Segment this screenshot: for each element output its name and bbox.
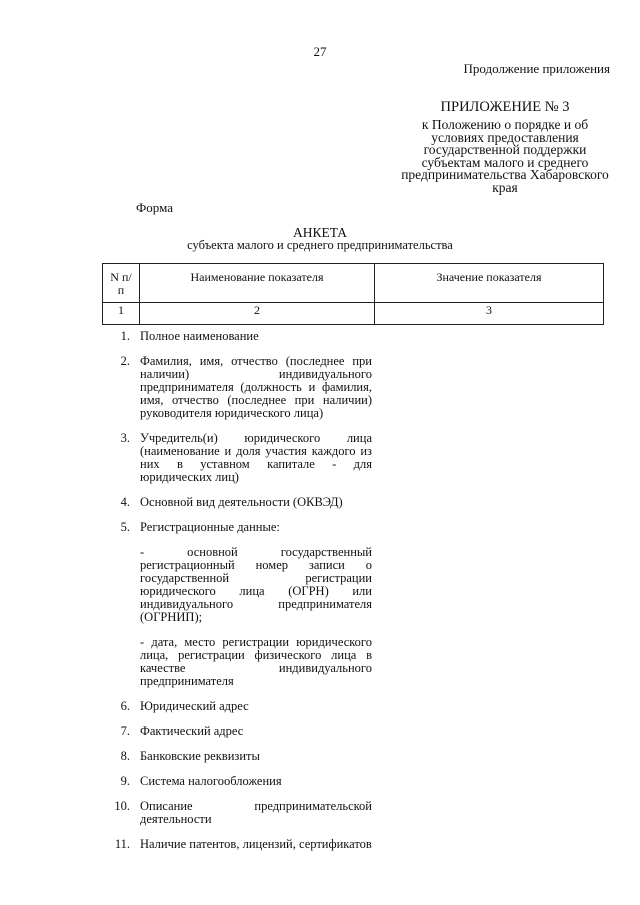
- appendix-title: ПРИЛОЖЕНИЕ № 3: [440, 99, 570, 115]
- item-text: Описание предпринимательской деятельности: [140, 799, 372, 826]
- item-text: Учредитель(и) юридического лица (наименование и доля участия каждого из них в уставном капитале - для юридических лиц): [140, 431, 372, 484]
- header-value-text: Значение показателя: [436, 270, 542, 284]
- item-number: 9.: [120, 774, 130, 788]
- item-text: Наличие патентов, лицензий, сертификатов: [140, 837, 372, 851]
- list-item: [108, 355, 378, 420]
- sub-item-text: - основной государственный регистрационный номер записи о государственной регистрации юридического лица (ОГРН) или индивидуального предпринимателя (ОГРНИП);: [140, 545, 372, 624]
- item-text: Система налогообложения: [140, 774, 282, 788]
- list-item: [108, 750, 378, 763]
- list-item: [108, 800, 378, 826]
- list-item: [108, 330, 378, 343]
- item-number: 5.: [120, 520, 130, 534]
- item-number: 7.: [120, 724, 130, 738]
- number-cell-1: 1: [103, 303, 140, 325]
- item-text: Основной вид деятельности (ОКВЭД): [140, 495, 343, 509]
- header-number-text: N п/п: [110, 270, 132, 297]
- item-number: 2.: [120, 354, 130, 368]
- list-item: [108, 700, 378, 713]
- header-cell-value: [375, 264, 604, 303]
- item-number: 10.: [114, 799, 130, 813]
- item-text: Регистрационные данные:: [140, 520, 280, 534]
- header-indicator-text: Наименование показателя: [190, 270, 324, 284]
- item-number: 3.: [120, 431, 130, 445]
- number-cell-3: 3: [375, 303, 604, 325]
- item-text: Фактический адрес: [140, 724, 244, 738]
- header-table: [102, 263, 604, 325]
- list-item: [108, 775, 378, 788]
- appendix-subtitle: к Положению о порядке и об условиях предоставления государственной поддержки субъектам малого и среднего предпринимательства Хабаровского края: [401, 117, 609, 195]
- header-cell-number: [103, 264, 140, 303]
- item-number: 1.: [120, 329, 130, 343]
- document-subtitle: субъекта малого и среднего предпринимательства: [187, 238, 453, 252]
- item-text: Юридический адрес: [140, 699, 249, 713]
- number-cell-2: 2: [140, 303, 375, 325]
- list-item: [108, 432, 378, 484]
- list-item: [108, 838, 378, 851]
- document-title: АНКЕТА: [292, 225, 348, 240]
- item-text: Фамилия, имя, отчество (последнее при наличии) индивидуального предпринимателя (должность и фамилия, имя, отчество (последнее при наличии) руководителя юридического лица): [140, 354, 372, 420]
- form-label: Форма: [136, 200, 173, 215]
- continuation-note: Продолжение приложения: [463, 61, 610, 76]
- item-text: Банковские реквизиты: [140, 749, 260, 763]
- list-item: [108, 725, 378, 738]
- list-item: [108, 521, 378, 534]
- sub-item-text: - дата, место регистрации юридического лица, регистрации физического лица в качестве индивидуального предпринимателя: [140, 635, 372, 688]
- questionnaire-items: [108, 330, 378, 863]
- table-header-row: [103, 264, 604, 303]
- header-cell-indicator: [140, 264, 375, 303]
- item-number: 8.: [120, 749, 130, 763]
- item-number: 6.: [120, 699, 130, 713]
- table-number-row: [103, 303, 604, 325]
- item-text: Полное наименование: [140, 329, 259, 343]
- item-number: 11.: [114, 837, 130, 851]
- item-number: 4.: [120, 495, 130, 509]
- list-item: [108, 496, 378, 509]
- page-number: 27: [313, 44, 327, 59]
